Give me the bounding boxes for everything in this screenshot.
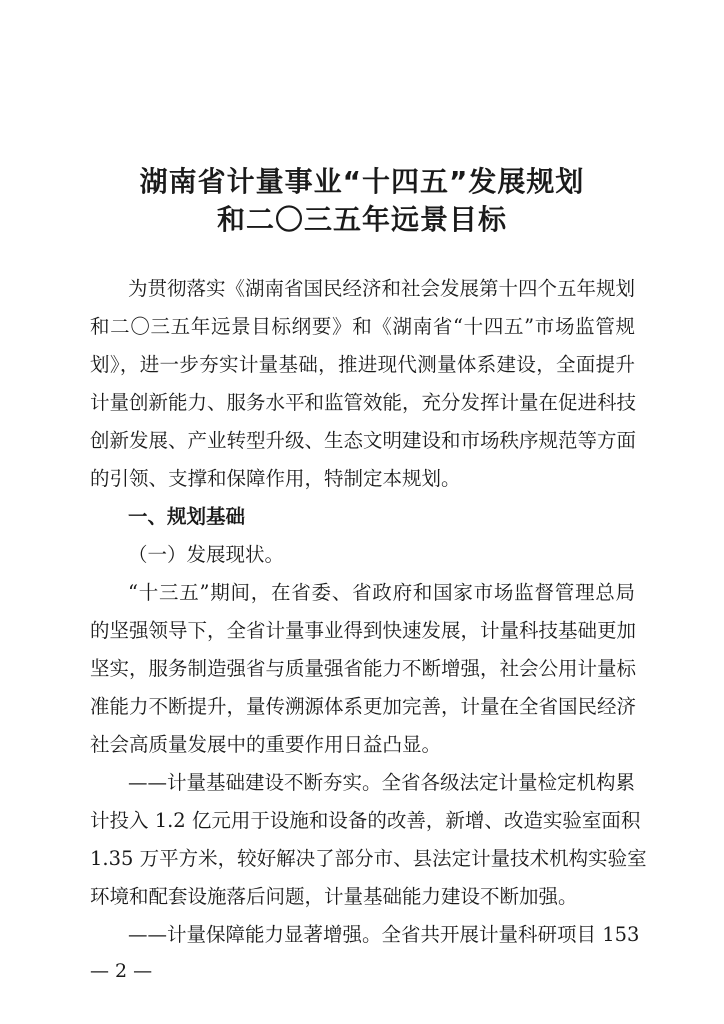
page-number: — 2 —: [90, 960, 153, 982]
document-title-line-1: 湖南省计量事业“十四五”发展规划: [139, 165, 585, 198]
document-title-line-2: 和二〇三五年远景目标: [216, 203, 507, 236]
paragraph-line: 计投入 1.2 亿元用于设施和设备的改善，新增、改造实验室面积: [90, 809, 641, 832]
paragraph-line: 坚实，服务制造强省与质量强省能力不断增强，社会公用计量标: [90, 657, 637, 680]
paragraph-line: 的引领、支撑和保障作用，特制定本规划。: [90, 467, 461, 490]
paragraph-line: 和二〇三五年远景目标纲要》和《湖南省“十四五”市场监管规: [90, 315, 635, 338]
paragraph-line: ——计量基础建设不断夯实。全省各级法定计量检定机构累: [128, 771, 636, 794]
subsection-heading: （一）发展现状。: [128, 543, 285, 566]
paragraph-line: ——计量保障能力显著增强。全省共开展计量科研项目 153: [128, 923, 640, 946]
section-heading: 一、规划基础: [128, 505, 246, 528]
paragraph-line: 创新发展、产业转型升级、生态文明建设和市场秩序规范等方面: [90, 429, 637, 452]
paragraph-line: 准能力不断提升，量传溯源体系更加完善，计量在全省国民经济: [90, 695, 637, 718]
paragraph-line: 划》，进一步夯实计量基础，推进现代测量体系建设，全面提升: [90, 353, 635, 376]
paragraph-line: 社会高质量发展中的重要作用日益凸显。: [90, 733, 442, 756]
paragraph-line: 1.35 万平方米，较好解决了部分市、县法定计量技术机构实验室: [90, 847, 647, 870]
paragraph-line: 计量创新能力、服务水平和监管效能，充分发挥计量在促进科技: [90, 391, 637, 414]
paragraph-line: “十三五”期间，在省委、省政府和国家市场监督管理总局: [128, 581, 635, 604]
paragraph-line: 的坚强领导下，全省计量事业得到快速发展，计量科技基础更加: [90, 619, 637, 642]
paragraph-line: 为贯彻落实《湖南省国民经济和社会发展第十四个五年规划: [128, 277, 636, 300]
paragraph-line: 环境和配套设施落后问题，计量基础能力建设不断加强。: [90, 885, 578, 908]
